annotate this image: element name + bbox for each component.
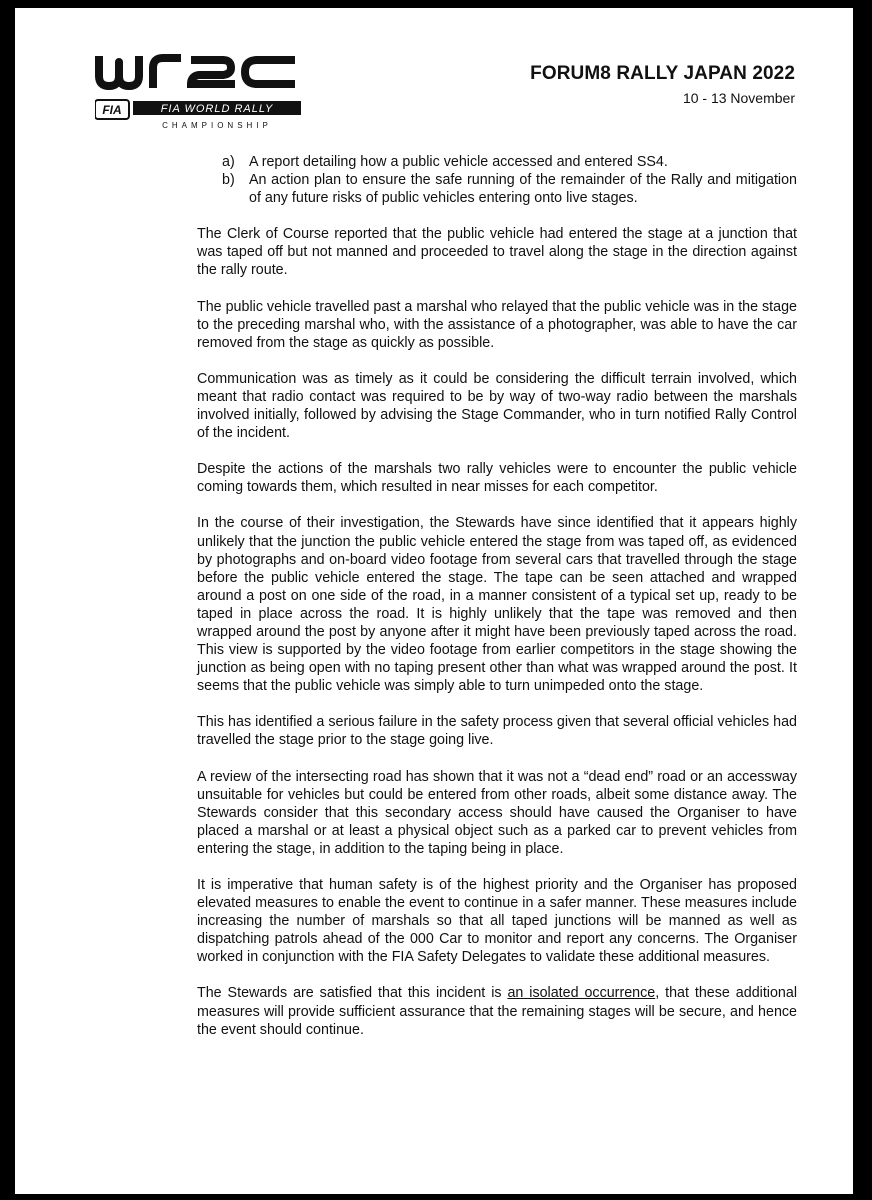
logo-line-1: FIA WORLD RALLY — [160, 103, 274, 115]
logo-line-2: CHAMPIONSHIP — [162, 121, 272, 130]
list-item — [197, 171, 797, 207]
paragraph: The public vehicle travelled past a marshal who relayed that the public vehicle was in the stage to the preceding marshal who, with the assistance of a photographer, was able to have the car removed from the stage as quickly as possible. — [197, 298, 798, 351]
document-page — [15, 8, 853, 1194]
fia-badge-text: FIA — [102, 103, 122, 117]
underlined-phrase: an isolated occurrence — [507, 985, 656, 1002]
wrc-logo-graphic — [95, 48, 305, 134]
paragraph: A review of the intersecting road has shown that it was not a “dead end” road or an accessway unsuitable for vehicles but could be entered from other roads, albeit some distance away. The Stewards consider that this secondary access should have caused the Organiser to have placed a marshal or at least a physical object such as a parked car to prevent vehicles from entering the stage, in addition to the taping being in place. — [197, 768, 797, 857]
paragraph: Despite the actions of the marshals two rally vehicles were to encounter the public vehicle coming towards them, which resulted in near misses for each competitor. — [197, 461, 797, 496]
event-title: FORUM8 RALLY JAPAN 2022 — [530, 63, 795, 84]
list-marker: b) — [222, 172, 235, 189]
paragraph: In the course of their investigation, the Stewards have since identified that it appears highly unlikely that the junction the public vehicle entered the stage from was taped off, as evidenced by photographs and on-board video footage from several cars that travelled through the stage before the public vehicle entered the stage. The tape can be seen attached and wrapped around a post on one side of the road, in a manner consistent of a typical set up, ready to be taped in place across the road. It is highly unlikely that the tape was removed and then wrapped around the post by anyone after it might have been previously taped across the road. This view is supported by the video footage from earlier competitors in the stage showing the junction as being open with no taping present other than what was wrapped around the post. It seems that the public vehicle was simply able to turn unimpeded onto the stage. — [197, 515, 797, 695]
wrc-logo — [95, 48, 305, 134]
final-paragraph — [197, 984, 797, 1038]
document-body — [197, 153, 797, 1057]
final-text-end: , that these additional measures will provide sufficient assurance that the remaining stages will be secure, and hence the event should continue. — [197, 985, 797, 1038]
event-dates: 10 - 13 November — [682, 90, 795, 106]
requirements-list — [197, 153, 797, 207]
paragraph: This has identified a serious failure in the safety process given that several official vehicles had travelled the stage prior to the stage going live. — [197, 714, 797, 749]
final-text-start: The Stewards are satisfied that this incident is — [197, 985, 508, 1002]
list-item-text: A report detailing how a public vehicle accessed and entered SS4. — [249, 154, 668, 170]
paragraph: It is imperative that human safety is of the highest priority and the Organiser has proposed elevated measures to enable the event to continue in a safer manner. These measures include increasing the number of marshals so that all taped junctions will be manned as well as dispatching patrols ahead of the 000 Car to monitor and report any concerns. The Organiser worked in conjunction with the FIA Safety Delegates to validate these additional measures. — [197, 877, 797, 966]
list-marker: a) — [222, 154, 235, 170]
paragraph: Communication was as timely as it could be considering the difficult terrain involved, which meant that radio contact was required to be by way of two-way radio between the marshals involved initially, followed by advising the Stage Commander, who in turn notified Rally Control of the incident. — [197, 370, 797, 442]
list-item-text: An action plan to ensure the safe running of the remainder of the Rally and mitigation of any future risks of public vehicles entering onto live stages. — [249, 172, 797, 207]
paragraph: The Clerk of Course reported that the public vehicle had entered the stage at a junction that was taped off but not manned and proceeded to travel along the stage in the direction against the rally route. — [197, 226, 797, 279]
list-item — [197, 153, 797, 171]
